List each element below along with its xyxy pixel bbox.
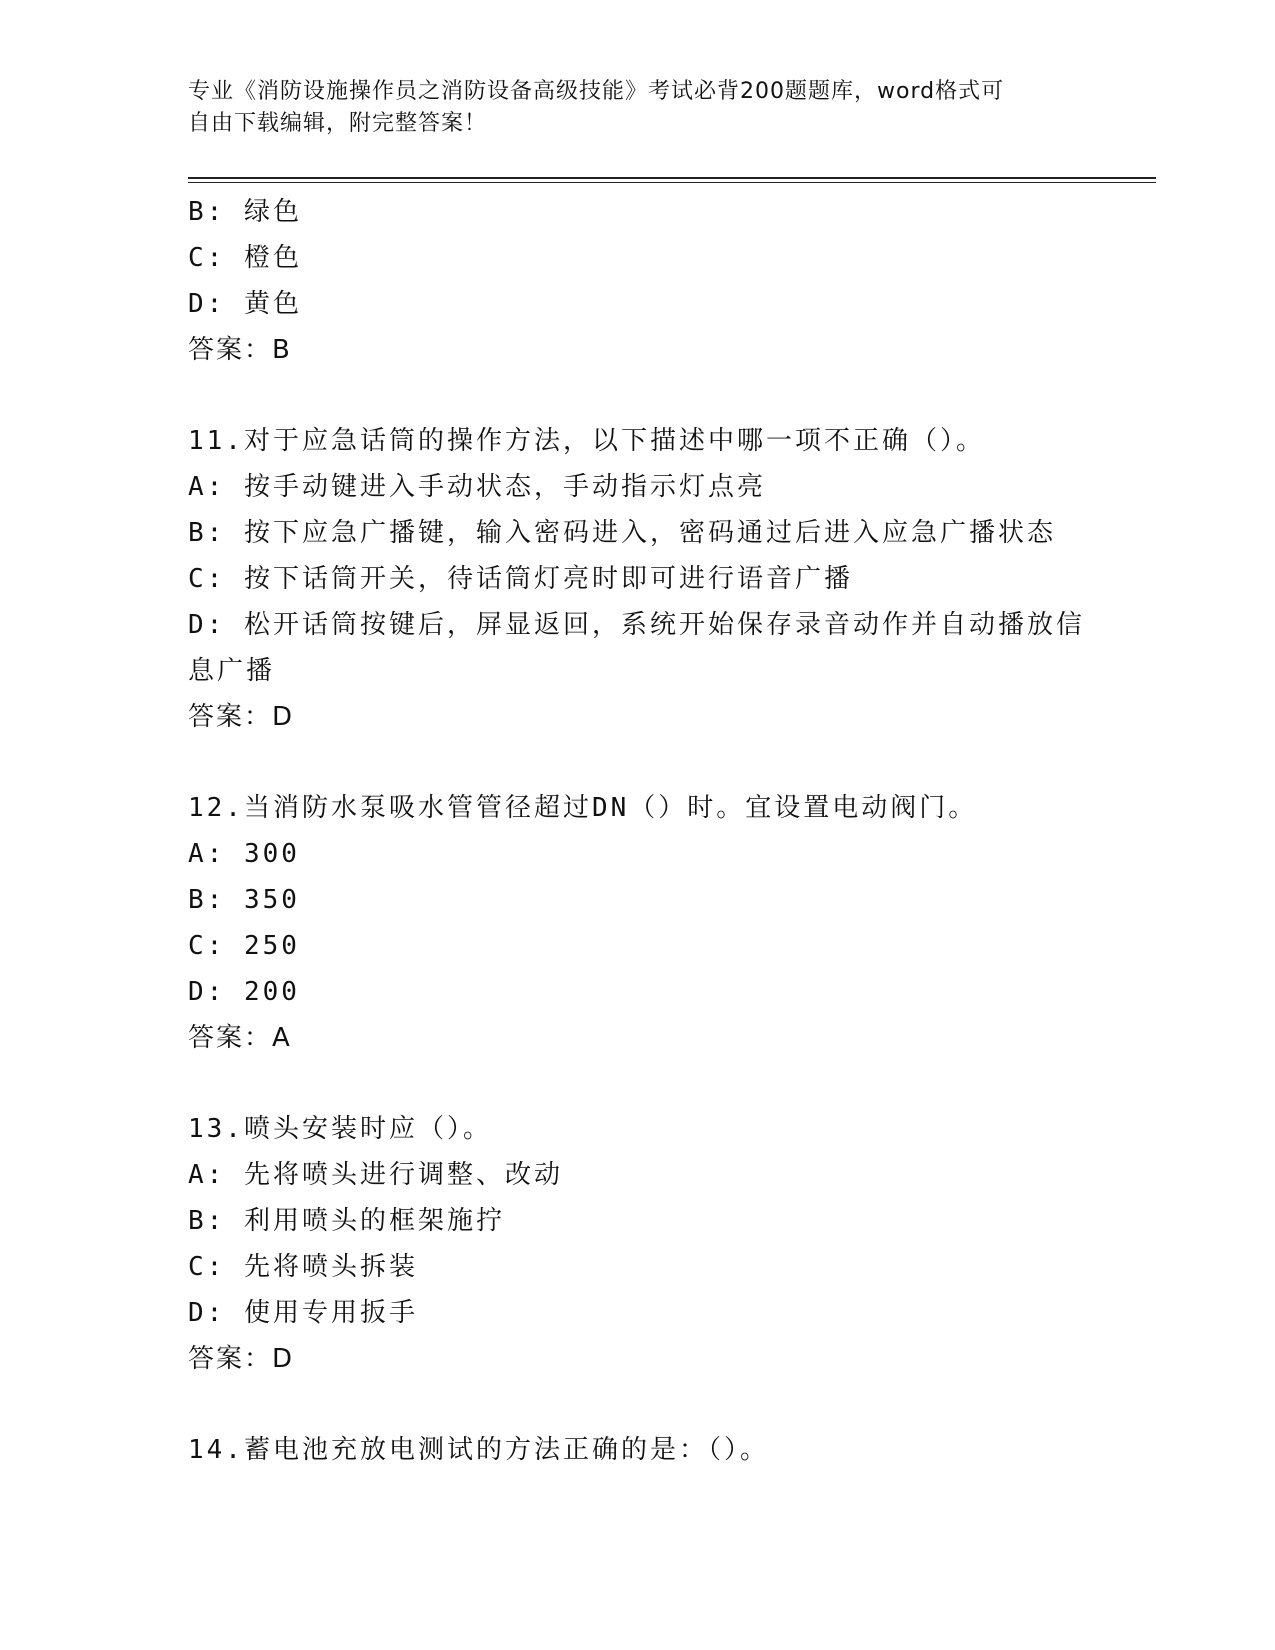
document-header [188,76,1088,140]
option-a: A: 先将喷头进行调整、改动 [188,1160,563,1190]
option-d: D: 200 [188,977,300,1007]
question-12 [188,785,1088,1061]
option-a: A: 按手动键进入手动状态，手动指示灯点亮 [188,472,766,502]
question-10 [188,189,1088,373]
header-divider-thin [188,182,1156,183]
question-text: 12.当消防水泵吸水管管径超过DN（）时。宜设置电动阀门。 [188,793,978,823]
answer: 答案：D [188,702,295,732]
answer: 答案：D [188,1344,295,1374]
option-d-line-1: D: 松开话筒按键后，屏显返回，系统开始保存录音动作并自动播放信 [188,610,1085,640]
question-13 [188,1106,1088,1382]
option-c: C: 按下话筒开关，待话筒灯亮时即可进行语音广播 [188,564,853,594]
question-text: 11.对于应急话筒的操作方法，以下描述中哪一项不正确（）。 [188,426,985,456]
option-a: A: 300 [188,839,300,869]
option-d: D: 使用专用扳手 [188,1298,418,1328]
question-list [188,189,1088,1473]
option-d: D: 黄色 [188,289,302,319]
header-divider-thick [188,177,1156,179]
header-title-line-2: 自由下载编辑，附完整答案！ [188,111,488,136]
option-b: B: 利用喷头的框架施拧 [188,1206,505,1236]
option-b: B: 350 [188,885,300,915]
option-c: C: 橙色 [188,243,302,273]
answer: 答案：A [188,1023,292,1053]
question-text: 14.蓄电池充放电测试的方法正确的是：（）。 [188,1435,769,1465]
question-11 [188,418,1088,740]
option-b: B: 按下应急广播键，输入密码进入，密码通过后进入应急广播状态 [188,518,1056,548]
option-c: C: 250 [188,931,300,961]
header-title-line-1: 专业《消防设施操作员之消防设备高级技能》考试必背200题题库，word格式可 [188,79,1005,104]
answer: 答案：B [188,335,292,365]
question-text: 13.喷头安装时应（）。 [188,1114,492,1144]
question-14 [188,1427,1088,1473]
option-b: B: 绿色 [188,197,302,227]
option-c: C: 先将喷头拆装 [188,1252,418,1282]
option-d-line-2: 息广播 [188,656,276,686]
